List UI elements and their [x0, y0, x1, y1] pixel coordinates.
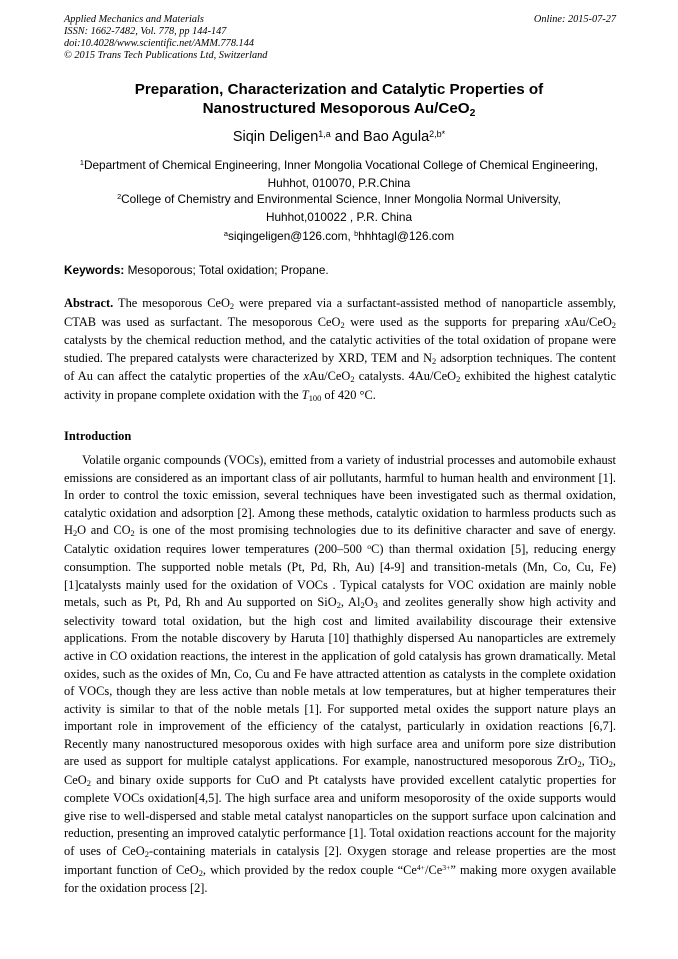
- affiliation-1: $^1$Department of Chemical Engineering, Inner Mongolia Vocational College of Chemical Engineering, Huhhot, 010070, P.R.China: [79, 158, 599, 190]
- keywords-label: Keywords:: [64, 263, 125, 277]
- abstract-paragraph: Abstract. The mesoporous CeO$_2$ were prepared via a surfactant-assisted method of nanoparticle assembly, CTAB was used as surfactant. The mesoporous CeO$_2$ were used as the supports for preparing xAu/CeO$_2$ catalysts by the chemical reduction method, and the catalytic activities of the total oxidation of propane were studied. The prepared catalysts were characterized by XRD, TEM and $N_2$ adsorption techniques. The content of Au can affect the catalytic properties of the xAu/CeO$_2$ catalysts. 4Au/CeO$_2$ exhibited the highest catalytic activity in propane complete oxidation with the $T_{100}$ of 420 °C.: [64, 296, 616, 404]
- online-date: Online: 2015-07-27: [533, 14, 616, 25]
- section-heading-introduction: Introduction: [64, 429, 132, 443]
- email-link[interactable]: siqingeligen@126.com,: [227, 229, 355, 243]
- title-line-1: Preparation, Characterization and Catalytic Properties of: [134, 81, 544, 98]
- author-name: Siqin Deligen: [232, 129, 319, 145]
- journal-header: [64, 14, 616, 62]
- affiliation-2: $^2$College of Chemistry and Environmental Science, Inner Mongolia Normal University, Huhhot,010022 , P.R. China: [117, 192, 561, 224]
- abstract-label: Abstract.: [64, 296, 114, 310]
- keywords-line: [64, 263, 616, 277]
- copyright-line: © 2015 Trans Tech Publications Ltd, Switzerland: [64, 50, 268, 61]
- author-name: Bao Agula: [363, 129, 430, 145]
- issn-line: ISSN: 1662-7482, Vol. 778, pp 144-147: [64, 26, 227, 37]
- journal-name: Applied Mechanics and Materials: [64, 14, 204, 25]
- title-line-2: Nanostructured Mesoporous Au/CeO$_2$: [202, 100, 476, 119]
- doi-line: doi:10.4028/www.scientific.net/AMM.778.144: [64, 38, 254, 49]
- author-emails: $^a$siqingeligen@126.com, $^b$hhhtagl@126.com: [223, 229, 455, 243]
- introduction-paragraph: Volatile organic compounds (VOCs), emitted from a variety of industrial processes and automobile exhaust emissions are considered as an important class of air pollutants, harmful to human health and environment [1]. In order to control the toxic emission, several techniques have been investigated such as thermal oxidation, catalytic oxidation and adsorption [2]. Among these methods, catalytic oxidation to harmless products such as $H_2O$ and $CO_2$ is one of the most promising technologies due to its definitive character and save of energy. Catalytic oxidation requires lower temperatures (200–500 $^o$C) than thermal oxidation [5], reducing energy consumption. The supported noble metals (Pt, Pd, Rh, Au) [4-9] and transition-metals (Mn, Co, Cu, Fe) [1]catalysts mainly used for the oxidation of VOCs . Typical catalysts for VOC oxidation are mainly noble metals, such as Pt, Pd, Rh and Au supported on SiO$_2$, $Al_2O_3$ and zeolites generally show high activity and selectivity toward total oxidation, but the high cost and limited availability discourage their extensive applications. From the notable discovery by Haruta [10] thathighly dispersed Au nanoparticles are extremely active in CO oxidation reactions, the interest in the application of gold catalysis has grown dramatically. Metal oxides, such as the oxides of Mn, Co, Cu and Fe have attracted attention as catalysts in the complete oxidation of VOCs, though they are less active than noble metals at low temperatures, but at higher temperatures their activity is similar to that of the noble metals [1]. For supported metal oxides the support nature plays an important role in improvement of the efficiency of the catalyst, particularly in oxidation reactions [6,7]. Recently many nanostructured mesoporous oxides with high surface area and uniform pore size distribution are used as support for multiple catalyst applications. For example, nanostructured mesoporous ZrO$_2$, TiO$_2$, CeO$_2$ and binary oxide supports for CuO and Pt catalysts have provided excellent catalytic properties for complete VOCs oxidation[4,5]. The high surface area and uniform mesoporosity of the oxide supports would give rise to well-dispersed and stable metal catalyst nanoparticles on the support surface upon calcination and reduction, presenting an improved catalytic performance [1]. Total oxidation reactions account for the majority of uses of CeO$_2$-containing materials in catalysis [2]. Oxygen storage and release properties are the most important function of CeO$_2$, which provided by the redox couple “$Ce^{4+}/Ce^{3+}$” making more oxygen available for the oxidation process [2].: [64, 453, 617, 896]
- email-link[interactable]: hhhtagl@126.com: [358, 229, 455, 243]
- paper-title: [60, 80, 618, 120]
- author-list: Siqin Deligen$^{1,a}$ and Bao Agula$^{2,b*}$: [232, 128, 446, 145]
- keywords-text: Mesoporous; Total oxidation; Propane.: [124, 263, 329, 277]
